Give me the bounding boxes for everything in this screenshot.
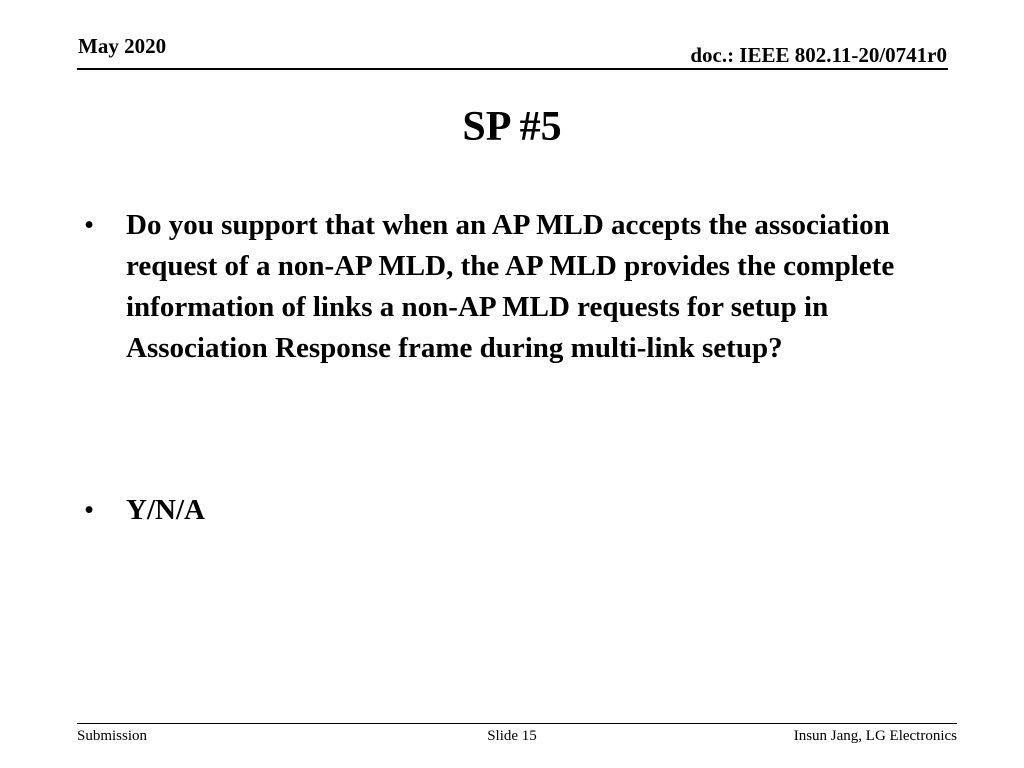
bullet-item-question	[84, 205, 954, 369]
footer-divider	[77, 723, 957, 724]
footer-author: Insun Jang, LG Electronics	[793, 728, 957, 744]
slide-title: SP #5	[462, 104, 562, 150]
bullet-icon: •	[84, 209, 95, 241]
header-doc-id: doc.: IEEE 802.11-20/0741r0	[690, 43, 947, 67]
header-divider	[77, 68, 948, 70]
footer-submission: Submission	[77, 728, 148, 744]
bullet-text-question: Do you support that when an AP MLD accepts the association request of a non-AP MLD, the AP MLD provides the complete information of links a non-AP MLD requests for setup in Association Response frame during multi-link setup?	[126, 209, 895, 364]
bullet-item-vote-options	[84, 490, 954, 531]
bullet-list	[84, 205, 954, 531]
bullet-icon: •	[84, 494, 95, 526]
bullet-text-vote-options: Y/N/A	[126, 494, 205, 526]
footer-slide-number: Slide 15	[487, 728, 537, 744]
header-date: May 2020	[78, 34, 167, 58]
